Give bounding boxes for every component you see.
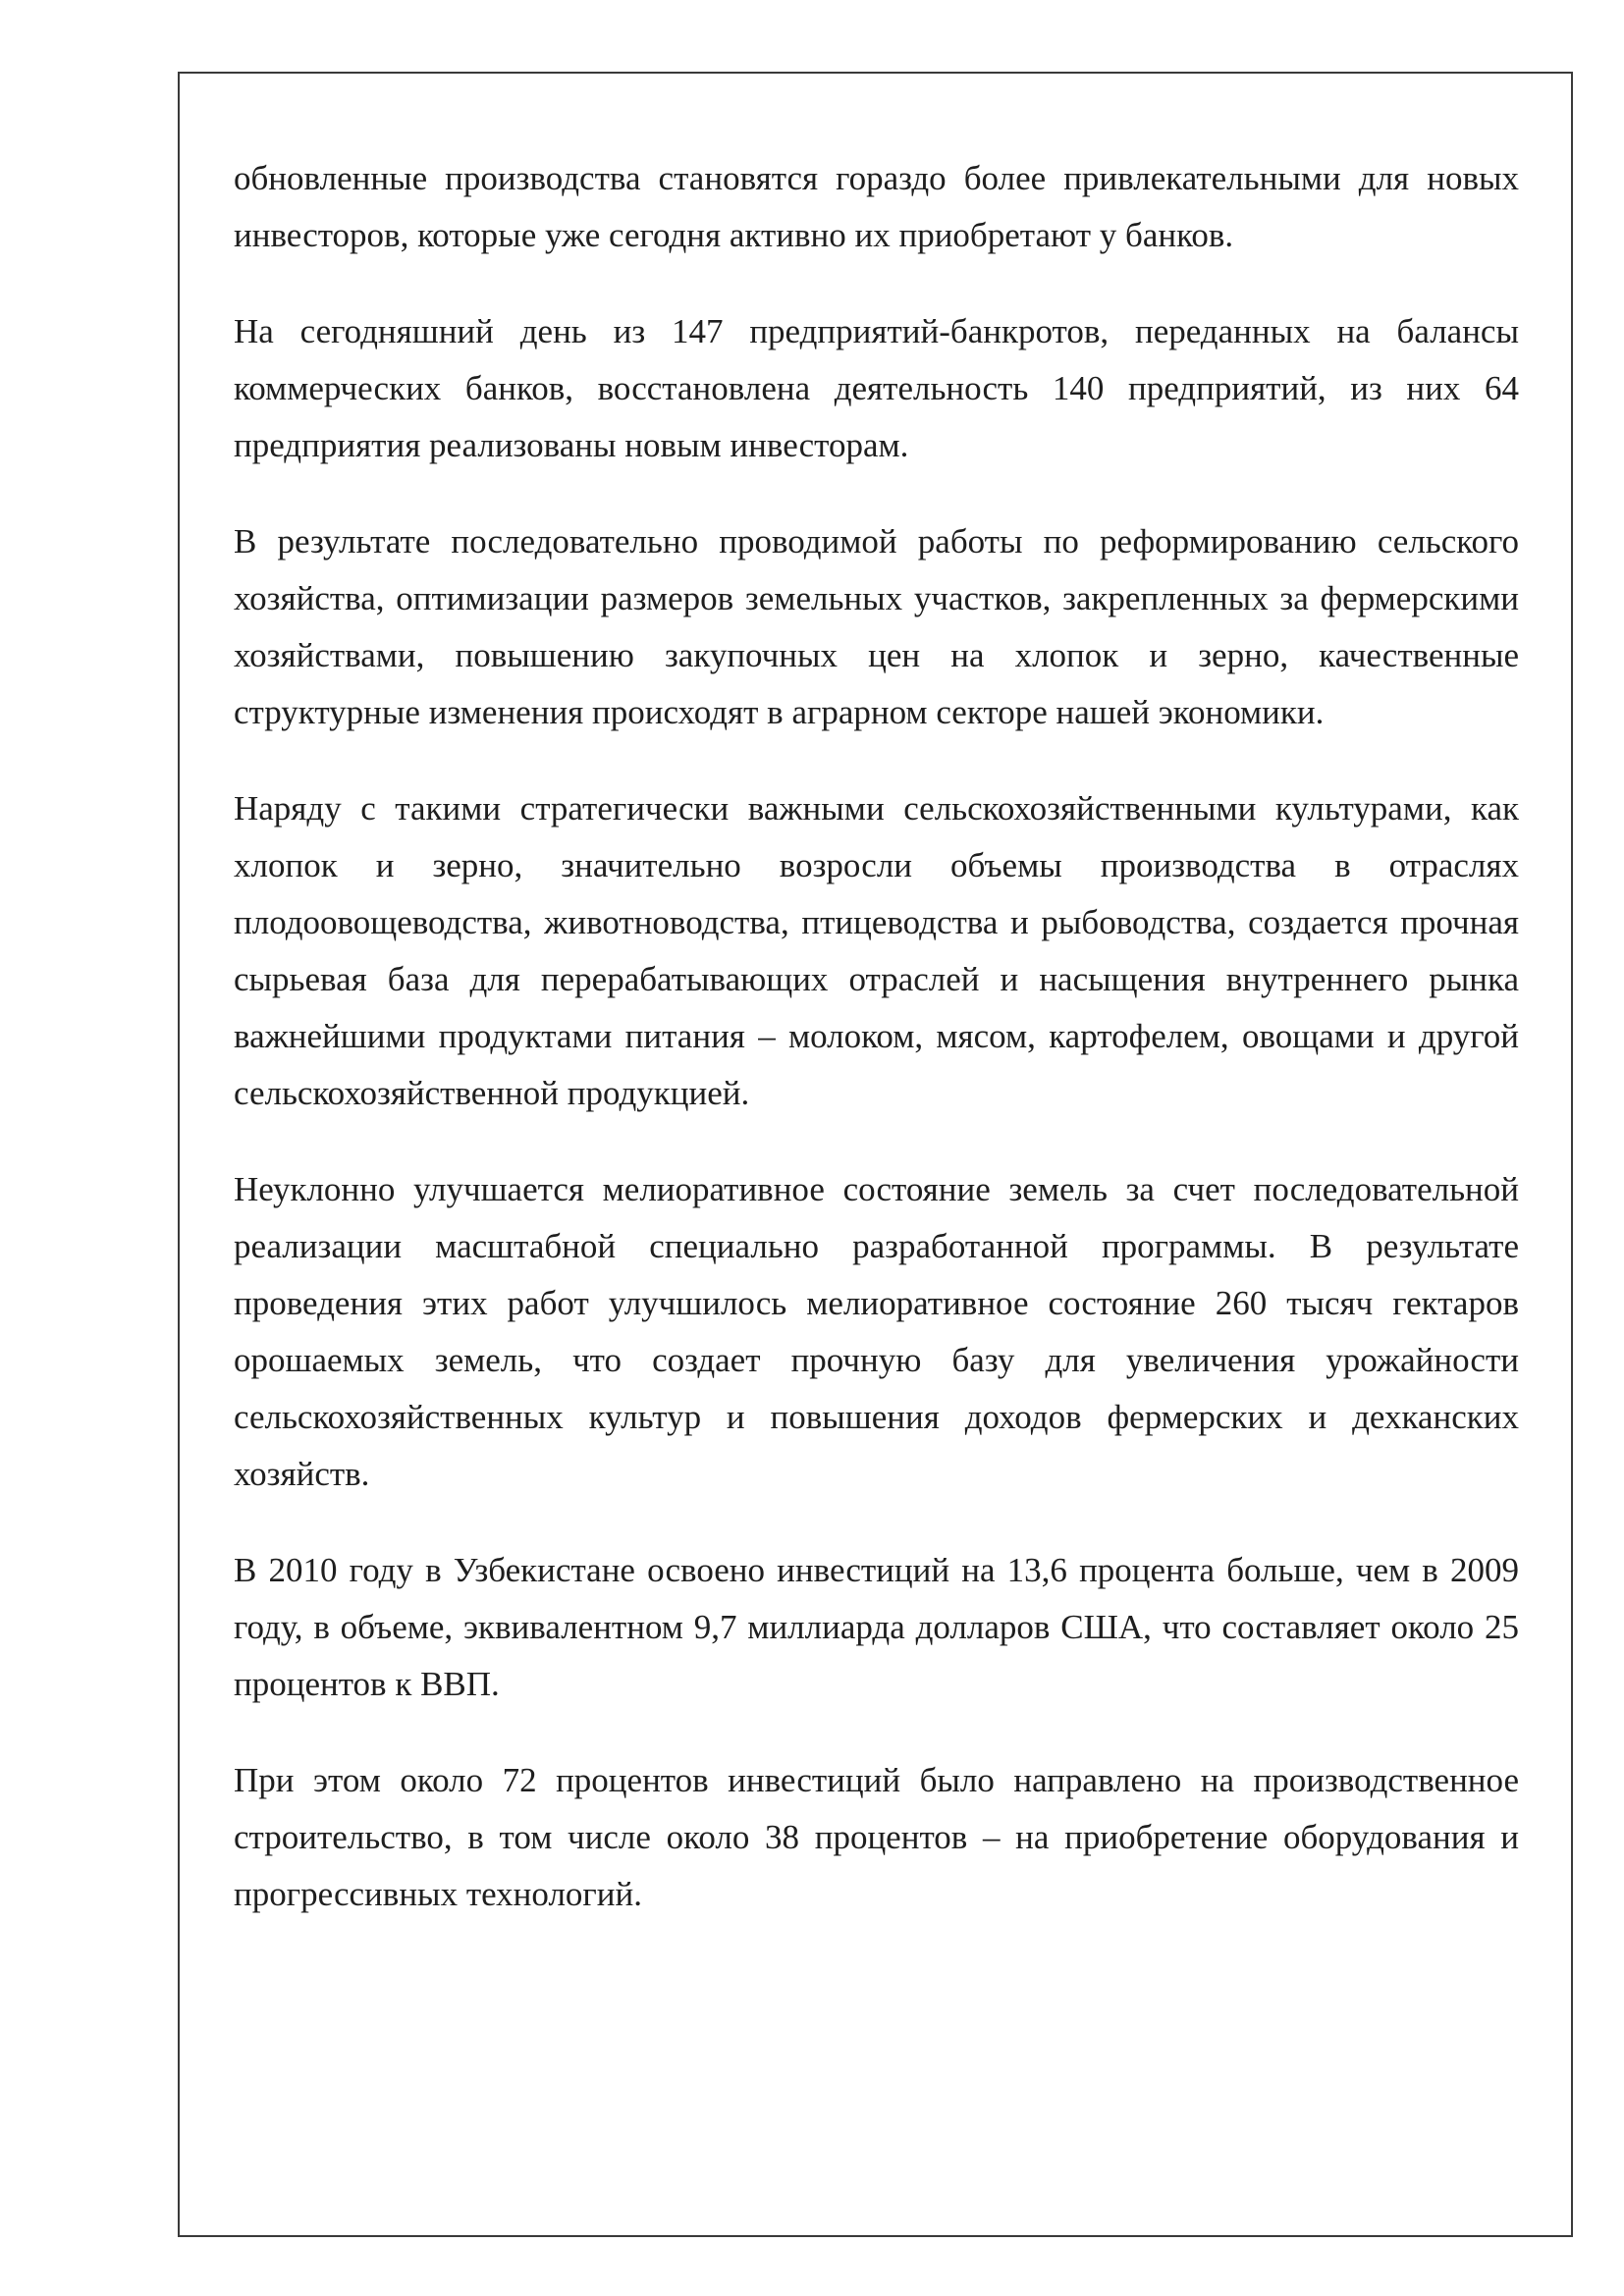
paragraph: обновленные производства становятся гораздо более привлекательными для новых инвесторов, которые уже сегодня активно их приобретают у банков. bbox=[234, 159, 1519, 254]
paragraph: Неуклонно улучшается мелиоративное состояние земель за счет последовательной реализации масштабной специально разработанной программы. В результате проведения этих работ улучшилось мелиоративное состояние 260 тысяч гектаров орошаемых земель, что создает прочную базу для увеличения урожайности сельскохозяйственных культур и повышения доходов фермерских и дехканских хозяйств. bbox=[234, 1170, 1519, 1493]
paragraph: При этом около 72 процентов инвестиций было направлено на производственное строительство, в том числе около 38 процентов – на приобретение оборудования и прогрессивных технологий. bbox=[234, 1761, 1519, 1913]
paragraph: В результате последовательно проводимой работы по реформированию сельского хозяйства, оптимизации размеров земельных участков, закрепленных за фермерскими хозяйствами, повышению закупочных цен на хлопок и зерно, качественные структурные изменения происходят в аграрном секторе нашей экономики. bbox=[234, 522, 1519, 731]
paragraph: В 2010 году в Узбекистане освоено инвестиций на 13,6 процента больше, чем в 2009 году, в объеме, эквивалентном 9,7 миллиарда долларов США, что составляет около 25 процентов к ВВП. bbox=[234, 1551, 1519, 1703]
paragraph: Наряду с такими стратегически важными сельскохозяйственными культурами, как хлопок и зерно, значительно возросли объемы производства в отраслях плодоовощеводства, животноводства, птицеводства и рыбоводства, создается прочная сырьевая база для перерабатывающих отраслей и насыщения внутреннего рынка важнейшими продуктами питания – молоком, мясом, картофелем, овощами и другой сельскохозяйственной продукцией. bbox=[234, 789, 1519, 1112]
document-body bbox=[234, 150, 1519, 1962]
paragraph: На сегодняшний день из 147 предприятий-банкротов, переданных на балансы коммерческих банков, восстановлена деятельность 140 предприятий, из них 64 предприятия реализованы новым инвесторам. bbox=[234, 312, 1519, 464]
